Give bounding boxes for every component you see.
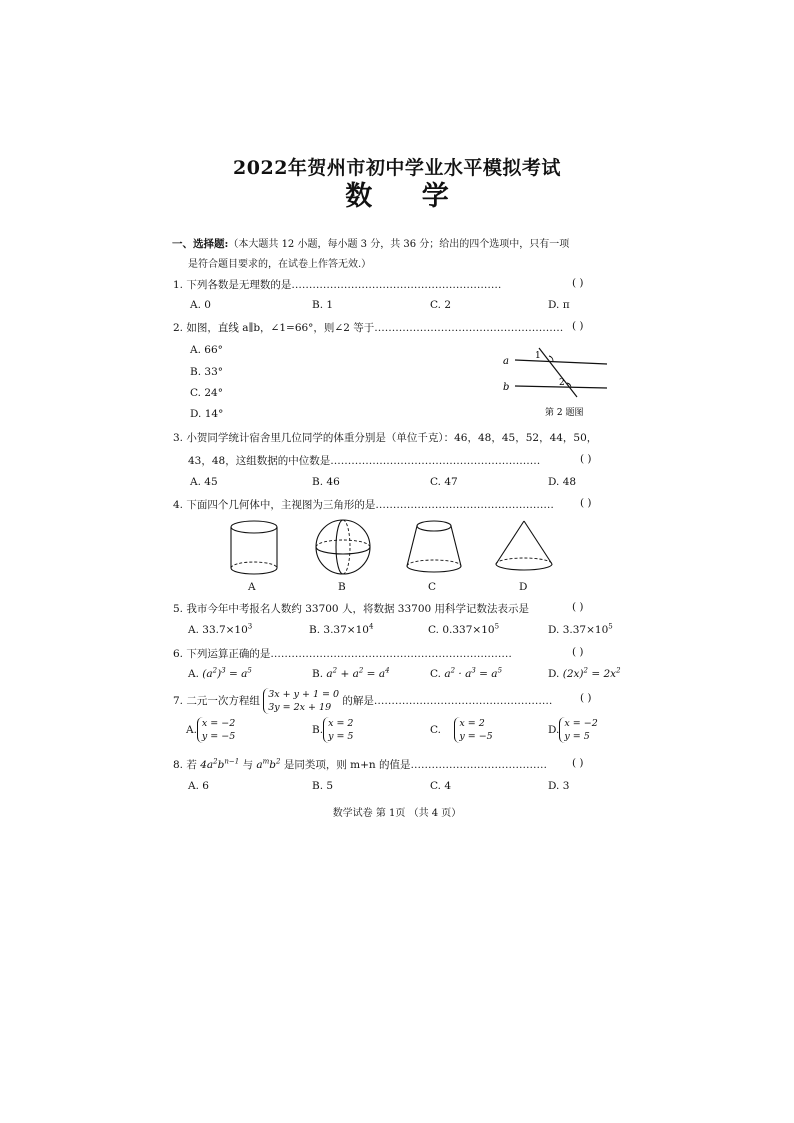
section-desc-2: 是符合题目要求的，在试卷上作答无效.）: [188, 259, 372, 270]
question-3: [173, 430, 597, 445]
option-d: D. 14°: [190, 408, 224, 420]
q-dots: ……………………………………………………: [291, 279, 502, 291]
frustum-shape: [403, 518, 465, 578]
option-a: A. $(a^2)^3 = a^5$: [188, 666, 252, 680]
page-footer: 数学试卷 第 1页 （共 4 页）: [332, 808, 462, 819]
option-b: B. $3.37\times 10^4$: [309, 622, 374, 636]
option-a: A. 45: [190, 476, 218, 488]
q-dots: ……………………………………………………: [330, 455, 541, 467]
q-number: 4.: [173, 499, 184, 511]
question-7: [173, 688, 552, 714]
option-c: C. 47: [430, 476, 458, 488]
section-desc-1: （本大题共 12 小题，每小题 3 分，共 36 分；给出的四个选项中，只有一项: [228, 239, 570, 250]
shape-label-c: C: [428, 581, 437, 593]
q-stem-after: 的解是: [342, 695, 374, 707]
q-stem-2: 43，48，这组数据的中位数是: [188, 455, 331, 467]
option-b: B. 5: [312, 780, 334, 792]
question-1: [173, 277, 501, 292]
q-number: 1.: [173, 279, 184, 291]
option-a: A. $33.7\times 10^3$: [188, 622, 253, 636]
answer-paren: ( ): [572, 277, 584, 289]
q-number: 7.: [173, 695, 184, 707]
option-b: B.x = 2 y = 5: [312, 718, 354, 742]
q-stem: 小贺同学统计宿舍里几位同学的体重分别是（单位千克）：46，48，45，52，44，50，: [186, 432, 598, 444]
question-8: 8. 若 $4a^2b^{n-1}$ 与 $a^mb^2$ 是同类项，则 m+n 的值是…………………………………: [173, 757, 548, 771]
angle-1-label: 1: [535, 351, 541, 361]
parallel-lines-figure: [495, 340, 620, 420]
answer-paren: ( ): [572, 757, 584, 769]
q-dots: ……………………………………………: [375, 499, 554, 511]
sphere-shape: [313, 517, 373, 579]
q-stem: 下面四个几何体中，主视图为三角形的是: [186, 499, 376, 511]
q-number: 5.: [173, 603, 184, 615]
q-dots: ……………………………………………: [373, 695, 553, 707]
option-c: C. 4: [430, 780, 452, 792]
answer-paren: ( ): [572, 320, 584, 332]
answer-paren: ( ): [580, 497, 592, 509]
option-d: D. $(2x)^2 = 2x^2$: [548, 666, 621, 680]
q-stem: 如图，直线 a∥b，∠1=66°，则∠2 等于: [186, 322, 375, 334]
option-b: B. 33°: [190, 366, 224, 378]
option-d: D.x = −2 y = 5: [548, 718, 598, 742]
question-6: [173, 646, 512, 661]
q-stem: 下列各数是无理数的是: [186, 279, 292, 291]
option-c: C. 2: [430, 299, 452, 311]
q-number: 6.: [173, 648, 184, 660]
cone-shape: [493, 518, 555, 578]
answer-paren: ( ): [572, 646, 584, 658]
q-stem: 我市今年中考报名人数约 33700 人，将数据 33700 用科学记数法表示是: [186, 603, 530, 615]
option-a: A. 0: [190, 299, 211, 311]
cylinder-shape: [226, 518, 282, 580]
option-b: B. 1: [312, 299, 334, 311]
figure-caption: 第 2 题图: [545, 408, 584, 418]
q-stem: 下列运算正确的是: [186, 648, 271, 660]
q-number: 2.: [173, 322, 184, 334]
answer-paren: ( ): [580, 692, 592, 704]
q-stem: 二元一次方程组: [186, 695, 260, 707]
q-dots: ……………………………………………………………: [270, 648, 512, 660]
q-dots: ………………………………………………: [374, 322, 564, 334]
option-d: D. 48: [548, 476, 577, 488]
question-4: [173, 497, 554, 512]
q-number: 3.: [173, 432, 184, 444]
option-d: D. 3: [548, 780, 570, 792]
option-d: D. π: [548, 299, 570, 311]
q-number: 8.: [173, 759, 184, 771]
transversal-line: [539, 348, 577, 397]
section-label: 一、选择题:: [172, 238, 229, 250]
label-a: a: [503, 356, 509, 367]
angle-1-arc: [549, 356, 553, 361]
answer-paren: ( ): [572, 601, 584, 613]
shape-label-d: D: [519, 581, 528, 593]
label-b: b: [503, 382, 510, 393]
option-b: B. 46: [312, 476, 340, 488]
question-2: [173, 320, 563, 335]
option-c: C. x = 2 y = −5: [430, 718, 493, 742]
equation-system: 3x + y + 1 = 0 3y = 2x + 19: [263, 688, 339, 714]
option-a: A. 6: [188, 780, 209, 792]
option-c: C. 24°: [190, 387, 223, 399]
option-b: B. $a^2 + a^2 = a^4$: [312, 666, 390, 680]
option-a: A.x = −2 y = −5: [186, 718, 236, 742]
option-d: D. $3.37\times 10^5$: [548, 622, 613, 636]
question-5: [173, 601, 529, 616]
option-c: C. $a^2 \cdot a^3 = a^5$: [430, 666, 503, 680]
angle-2-label: 2: [559, 378, 565, 388]
subject-title: 数 学: [345, 181, 469, 212]
shape-label-a: A: [248, 581, 256, 593]
section-heading: [172, 235, 569, 251]
shape-label-b: B: [338, 581, 346, 593]
q-dots: …………………………………: [410, 759, 548, 771]
option-c: C. $0.337\times 10^5$: [428, 622, 500, 636]
question-3-line2: [188, 453, 540, 468]
option-a: A. 66°: [190, 344, 223, 356]
exam-title: 2022年贺州市初中学业水平模拟考试: [233, 157, 561, 179]
line-a: [515, 360, 607, 364]
answer-paren: ( ): [580, 453, 592, 465]
